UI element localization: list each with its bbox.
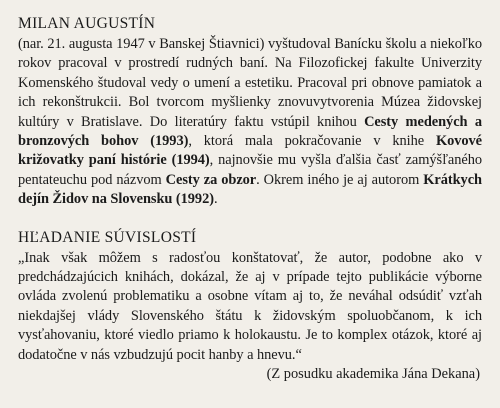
quote-attribution: (Z posudku akademika Jána Dekana) — [266, 366, 480, 383]
bio-segment: . — [213, 191, 218, 208]
book-title-4: Krátkych dejín Židov na Slovensku (1992) — [18, 171, 482, 208]
context-heading: HĽADANIE SÚVISLOSTÍ — [18, 228, 197, 246]
book-title-2: Kovové križovatky paní histórie (1994) — [18, 133, 483, 169]
bio-segment: , ktorá mala pokračovanie v knihe — [188, 133, 436, 150]
bio-segment: (nar. 21. augusta 1947 v Banskej Štiavnici) vyštudoval Banícku školu a niekoľko rokov pracoval v prostredí rudných baní. Na Filozofickej fakulte Univerzity Komenského študoval vedy o umení a estetiku. Pracoval pri obnove pamiatok a ich rekonštrukcii. Bol tvorcom myšlienky znovuvytvorenia Múzea židovskej kultúry v Bratislave. Do literatúry faktu vstúpil knihou — [18, 36, 482, 130]
bio-segment: . Okrem iného je aj autorom — [256, 171, 424, 188]
review-quote: „Inak však môžem s radosťou konštatovať, že autor, podobne ako v predchádzajúcich knihách, dokázal, že aj v prípade tejto publikácie výborne ovláda zvolenú problematiku a osobne vítam aj to, že neváhal odsúdiť vzťah niekdajšej vlády Slovenského štátu k židovským spoluobčanom, k ich vysťahovaniu, ktoré viedlo priamo k holokaustu. Je to komplex otázok, ktoré aj dodatočne v nás vzbudzujú pocit hanby a hnevu.“ — [18, 249, 482, 363]
book-title-3: Cesty za obzor — [165, 171, 257, 188]
author-bio-section — [18, 14, 482, 210]
book-title-1: Cesty medených a bronzových bohov (1993) — [18, 113, 482, 150]
section-spacer — [18, 210, 482, 228]
author-bio-text — [18, 35, 482, 210]
author-name-heading: MILAN AUGUSTÍN — [18, 15, 156, 32]
bio-segment: , najnovšie mu vyšla ďalšia časť zamýšľaného pentateuchu pod názvom — [18, 152, 482, 188]
context-section — [18, 228, 482, 385]
